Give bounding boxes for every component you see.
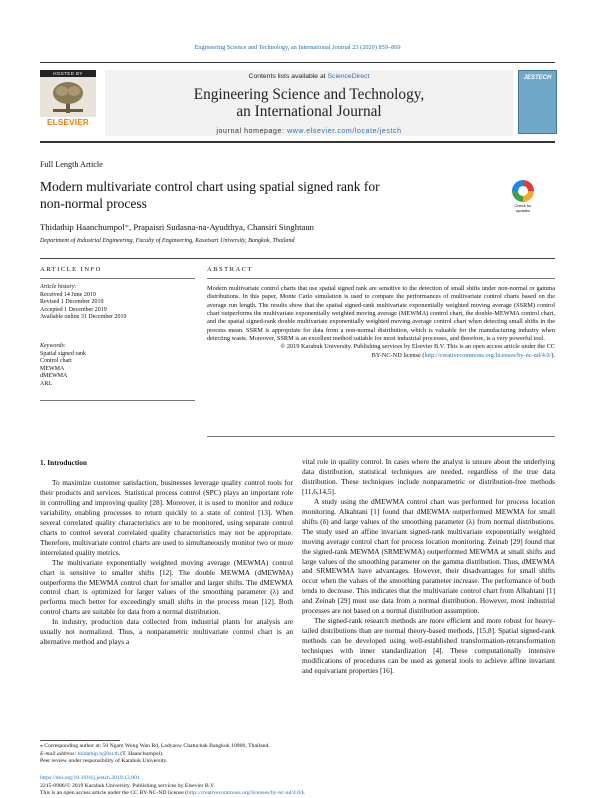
divider [207,436,555,437]
history-item: Accepted 1 December 2019 [40,306,107,313]
header-rule [40,62,555,63]
email-link[interactable]: thidathip.h@ku.th [77,750,119,757]
contents-prefix: Contents lists available at [248,73,326,80]
body-paragraph: To maximize customer satisfaction, businesses leverage quality control tools for their products and services. Statistical process control (SPC) plays an important role in controlling and improving quality [28]. Moreover, it is used to monitor and reduce variability, enabling processes to return quickly to a state of control [13]. When several correlated quality characteristics are to be monitored, using separate control charts to control several correlated quality characteristics may not be appropriate. Therefore, multivariate control charts are used to simultaneously monitor two or more interrelated quality metrics. [40,478,293,557]
journal-cover-label: JESTECH [523,75,552,81]
body-paragraph: A study using the dMEWMA control chart was performed for process location monitoring. Alkahtani [1] found that dMEWMA outperformed MEWMA for small shifts (δ) and large values of the smoothing parameter (λ) from normal distributions. The study used an affine invariant signed-rank multivariate exponentially weighted moving average control chart for process location monitoring. Zeinab [29] found that the signed-rank MEWMA (SRMEWMA) outperformed MEWMA at small shifts and large values of the smoothing parameter on the gamma distribution. Thus, dMEWMA and SRMEWMA have advantages. However, their disadvantages for small shifts occur when the values of the smoothing parameter increase. The performance of both tends to decrease. This indicates that the multivariate control chart from Alkahtani [1] and Zeinab [29] must use data from a normal distribution. However, most industrial processes are not based on a normal distribution assumption. [302,496,555,616]
body-paragraph: The multivariate exponentially weighted moving average (MEWMA) control chart is sensitive to smaller shifts [12]. The double MEWMA (dMEWMA) outperforms the MEWMA control chart for smaller and larger shifts. The dMEWMA control chart is optimized for larger values of the smoothing parameter (λ) and performs much better for exceedingly small shifts in the process mean [12]. Both control charts are suitable for data from a normal distribution. [40,557,293,617]
hosted-by-label: HOSTED BY [40,70,96,77]
journal-title-line-2: an International Journal [236,103,382,120]
elsevier-tree-icon [40,77,96,117]
body-column-left [40,478,293,647]
journal-home-link[interactable]: www.elsevier.com/locate/jestch [287,128,402,135]
body-paragraph: vital role in quality control. In cases where the analyst is unsure about the underlying data distribution, statistical techniques are needed, regardless of the true data distribution. These techniques include nonparametric or distribution-free methods [11,6,14,5]. [302,457,555,496]
author-names-rest: , Prapaisri Sudasna-na-Ayudthya, Chansiri Singhtaun [129,222,315,232]
page-footer [40,775,555,798]
footnote-corresponding: ⁎ Corresponding author at: 50 Ngam Wong Wan Rd, Ladyaow Chatuchak Bangkok 10900, Thailand. [40,743,270,749]
author-name-corresponding: Thidathip Haanchumpol [40,222,125,232]
email-label: E-mail address: [40,750,77,757]
article-title-line-2: non-normal process [40,196,147,211]
body-paragraph: The signed-rank research methods are more efficient and more robust for heavy-tailed distributions than are normal theory-based methods, [15,8]. Spatial signed-rank methods can be developed using well-established transformation-retransformation techniques with inner standardization [4]. These computationally intensive modifications of procedures can be used as general tools to achieve affine invariant and equivariant properties [16]. [302,616,555,676]
journal-home-prefix: journal homepage: [216,128,285,135]
oa-suffix: ). [301,790,305,797]
article-type: Full Length Article [40,160,103,169]
journal-title [105,86,513,120]
sciencedirect-link[interactable]: ScienceDirect [327,73,370,80]
contents-line [105,73,513,80]
copyright-line-2: BY-NC-ND license ( [371,351,425,359]
abstract-body [207,285,555,360]
history-item: Received 14 June 2019 [40,291,96,298]
elsevier-logo [40,70,96,130]
article-history [40,284,200,322]
keyword: dMEWMA [40,373,68,379]
issn-line: 2215-0986/© 2019 Karabuk University. Publishing services by Elsevier B.V. [40,782,215,789]
keyword: Spatial signed rank [40,350,86,357]
authors [40,222,314,232]
journal-cover-image [518,70,557,134]
keyword: Control chart [40,358,72,364]
footnote-peer-review: Peer review under responsibility of Karabuk University. [40,758,168,765]
header-rule-bottom [40,141,555,143]
article-title-line-1: Modern multivariate control chart using spatial signed rank for [40,179,380,194]
history-item: Revised 1 December 2019 [40,299,104,305]
copyright-line-3: ). [551,351,555,359]
crossmark-badge[interactable] [508,180,538,213]
footnotes [40,743,300,766]
corresponding-author-mark[interactable]: * [124,222,130,232]
divider [207,278,555,279]
body-column-right [302,457,555,676]
divider [40,278,195,279]
oa-prefix: This is an open access article under the CC BY-NC-ND license ( [40,790,188,797]
crossmark-icon [512,180,534,202]
abstract-text: Modern multivariate control charts that use spatial signed rank are sensitive to the detection of small shifts under non-normal or gamma distributions. In this paper, Monte Carlo simulation is used to compare the performances of multivariate control charts based on the average run length. The results show that the spatial signed-rank multivariate exponentially weighted moving average (SSRM) control chart outperforms the multivariate exponentially weighted moving average (MEWMA) control chart, the double-MEWMA control chart, and the spatial signed-rank double multivariate exponentially weighted moving average control chart when detecting small shifts in the process mean. SSRM is appropriate for data from a non-normal distribution, which is valuable for the manufacturing industry when detecting waste. Moreover, SSRM is an excellent method suitable for most industrial processes, and therefore, is a very powerful tool. [207,285,555,343]
keyword: MEWMA [40,365,65,372]
journal-homepage [105,128,513,135]
article-info-heading: ARTICLE INFO [40,266,102,273]
history-heading: Article history: [40,284,77,290]
section-heading: 1. Introduction [40,458,87,467]
divider [40,400,195,401]
affiliation: Department of Industrial Engineering, Faculty of Engineering, Kasetsart University, Bangkok, Thailand [40,238,295,244]
keywords-heading: Keywords: [40,343,66,349]
email-owner: (T. Haanchumpol). [120,750,164,757]
journal-title-line-1: Engineering Science and Technology, [193,86,425,103]
elsevier-wordmark: ELSEVIER [47,118,89,127]
keyword: ARL [40,380,52,387]
history-item: Available online 31 December 2019 [40,314,127,320]
running-head: Engineering Science and Technology, an International Journal 23 (2020) 859–869 [194,44,401,51]
body-paragraph: In industry, production data collected from industrial plants for analysis are usually not normalized. Thus, a nonparametric multivariate control chart is an alternative method and plays a [40,617,293,647]
crossmark-label: Check for updates [514,203,532,213]
article-title [40,178,480,212]
license-link[interactable]: http://creativecommons.org/licenses/by-nc-nd/4.0/ [424,351,552,359]
doi-link[interactable]: https://doi.org/10.1016/j.jestch.2019.12.001 [40,775,140,781]
copyright-notice [207,343,555,360]
divider [40,258,555,259]
abstract-heading: ABSTRACT [207,266,253,273]
copyright-line-1: © 2019 Karabuk University. Publishing services by Elsevier B.V. This is an open access article under the CC [280,343,555,351]
footnote-rule [40,740,120,741]
oa-license-link[interactable]: http://creativecommons.org/licenses/by-nc-nd/4.0/ [187,790,302,797]
keywords [40,343,200,388]
